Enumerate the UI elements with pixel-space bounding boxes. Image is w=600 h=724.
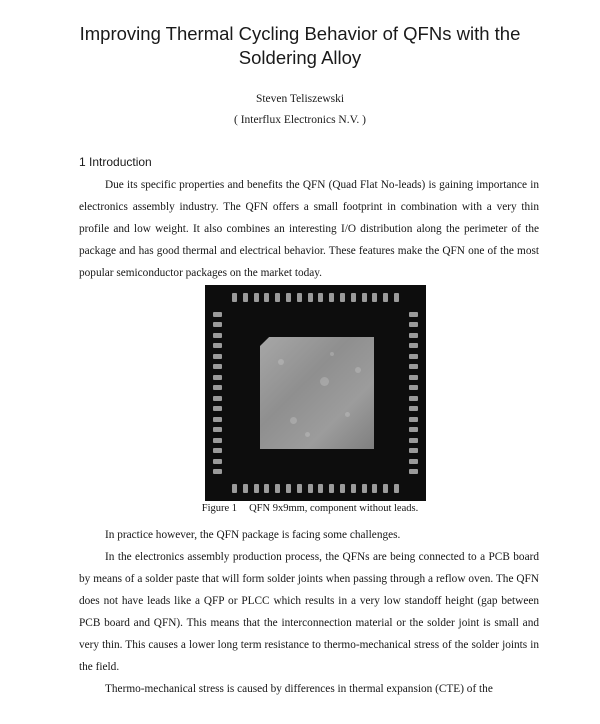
qfn-pin bbox=[409, 364, 418, 369]
qfn-pin bbox=[254, 293, 259, 302]
paper-title-line-1: Improving Thermal Cycling Behavior of QFNs with the bbox=[79, 23, 521, 44]
qfn-pin bbox=[372, 293, 377, 302]
qfn-pin bbox=[409, 448, 418, 453]
qfn-pin bbox=[362, 484, 367, 493]
pad-texture-speck bbox=[355, 367, 361, 373]
qfn-pin bbox=[409, 354, 418, 359]
qfn-pin bbox=[409, 417, 418, 422]
qfn-pin bbox=[297, 484, 302, 493]
qfn-pin bbox=[409, 343, 418, 348]
qfn-package-photo bbox=[205, 285, 426, 501]
author-affiliation: ( Interflux Electronics N.V. ) bbox=[234, 114, 366, 126]
qfn-pin bbox=[329, 484, 334, 493]
paragraph-assembly-process: In the electronics assembly production process, the QFNs are being connected to a PCB board by means of a solder paste that will form solder joints when passing through a reflow oven. The QFN does not have leads like a QFP or PLCC which results in a very low standoff height (gap between PCB board and QFN). This means that the interconnection material or the solder joint is small and very thin. This causes a lower long term resistance to thermo-mechanical stress of the solder joints in the field. bbox=[79, 551, 539, 673]
qfn-pin bbox=[409, 438, 418, 443]
qfn-pin bbox=[213, 343, 222, 348]
qfn-pin bbox=[340, 293, 345, 302]
pad-texture-speck bbox=[290, 417, 297, 424]
pad-texture-speck bbox=[278, 359, 284, 365]
qfn-pin bbox=[232, 293, 237, 302]
paper-title-line-2: Soldering Alloy bbox=[238, 47, 362, 68]
figure-caption bbox=[100, 503, 520, 514]
qfn-pin bbox=[351, 484, 356, 493]
qfn-pin bbox=[213, 322, 222, 327]
qfn-pin bbox=[383, 484, 388, 493]
pad-texture-speck bbox=[320, 377, 329, 386]
qfn-pin bbox=[213, 354, 222, 359]
qfn-pin bbox=[213, 438, 222, 443]
qfn-pin bbox=[409, 322, 418, 327]
qfn-pin bbox=[264, 484, 269, 493]
qfn-thermal-pad bbox=[260, 337, 374, 449]
qfn-pin bbox=[275, 484, 280, 493]
qfn-pin bbox=[213, 469, 222, 474]
qfn-pin bbox=[383, 293, 388, 302]
qfn-pin bbox=[409, 385, 418, 390]
qfn-pin bbox=[275, 293, 280, 302]
qfn-pin bbox=[213, 312, 222, 317]
qfn-pin bbox=[264, 293, 269, 302]
qfn-pin bbox=[318, 293, 323, 302]
qfn-pin bbox=[409, 406, 418, 411]
qfn-pin bbox=[213, 448, 222, 453]
figure-label: Figure 1 bbox=[201, 503, 238, 514]
qfn-pin bbox=[286, 484, 291, 493]
figure-caption-text: QFN 9x9mm, component without leads. bbox=[249, 503, 419, 514]
qfn-pin bbox=[394, 293, 399, 302]
qfn-pin bbox=[297, 293, 302, 302]
qfn-pin bbox=[213, 396, 222, 401]
qfn-pin bbox=[213, 417, 222, 422]
qfn-pin bbox=[362, 293, 367, 302]
qfn-pin bbox=[213, 459, 222, 464]
qfn-pin bbox=[409, 333, 418, 338]
qfn-pin bbox=[213, 406, 222, 411]
qfn-pin bbox=[372, 484, 377, 493]
qfn-pin bbox=[308, 293, 313, 302]
author-name: Steven Teliszewski bbox=[255, 93, 345, 105]
qfn-pin bbox=[254, 484, 259, 493]
qfn-pin bbox=[308, 484, 313, 493]
paper-title bbox=[40, 22, 560, 70]
qfn-pin bbox=[409, 375, 418, 380]
qfn-pin bbox=[243, 484, 248, 493]
qfn-pin bbox=[409, 396, 418, 401]
paragraph-intro: Due its specific properties and benefits the QFN (Quad Flat No-leads) is gaining importance in electronics assembly industry. The QFN offers a small footprint in combination with a very thin profile and low weight. It also combines an interesting I/O distribution along the perimeter of the package and has good thermal and electrical behavior. These features make the QFN one of the most popular semiconductor packages on the market today. bbox=[79, 179, 539, 279]
section-heading: 1 Introduction bbox=[79, 155, 152, 169]
qfn-pin bbox=[409, 459, 418, 464]
qfn-pin bbox=[351, 293, 356, 302]
qfn-pin bbox=[409, 427, 418, 432]
qfn-pin bbox=[213, 364, 222, 369]
paragraph-thermo-mechanical: Thermo-mechanical stress is caused by differences in thermal expansion (CTE) of the bbox=[105, 683, 493, 695]
pad-texture-speck bbox=[345, 412, 350, 417]
qfn-pin bbox=[213, 427, 222, 432]
qfn-pin bbox=[232, 484, 237, 493]
qfn-pin bbox=[286, 293, 291, 302]
paragraph-challenges: In practice however, the QFN package is facing some challenges. bbox=[105, 529, 401, 541]
qfn-pin bbox=[409, 312, 418, 317]
pad-texture-speck bbox=[330, 352, 334, 356]
qfn-pin bbox=[243, 293, 248, 302]
qfn-pin bbox=[318, 484, 323, 493]
pad-texture-speck bbox=[305, 432, 310, 437]
qfn-pin bbox=[340, 484, 345, 493]
qfn-pin bbox=[213, 385, 222, 390]
qfn-pin bbox=[213, 333, 222, 338]
qfn-pin bbox=[394, 484, 399, 493]
qfn-pin bbox=[329, 293, 334, 302]
qfn-pin bbox=[409, 469, 418, 474]
qfn-pin bbox=[213, 375, 222, 380]
